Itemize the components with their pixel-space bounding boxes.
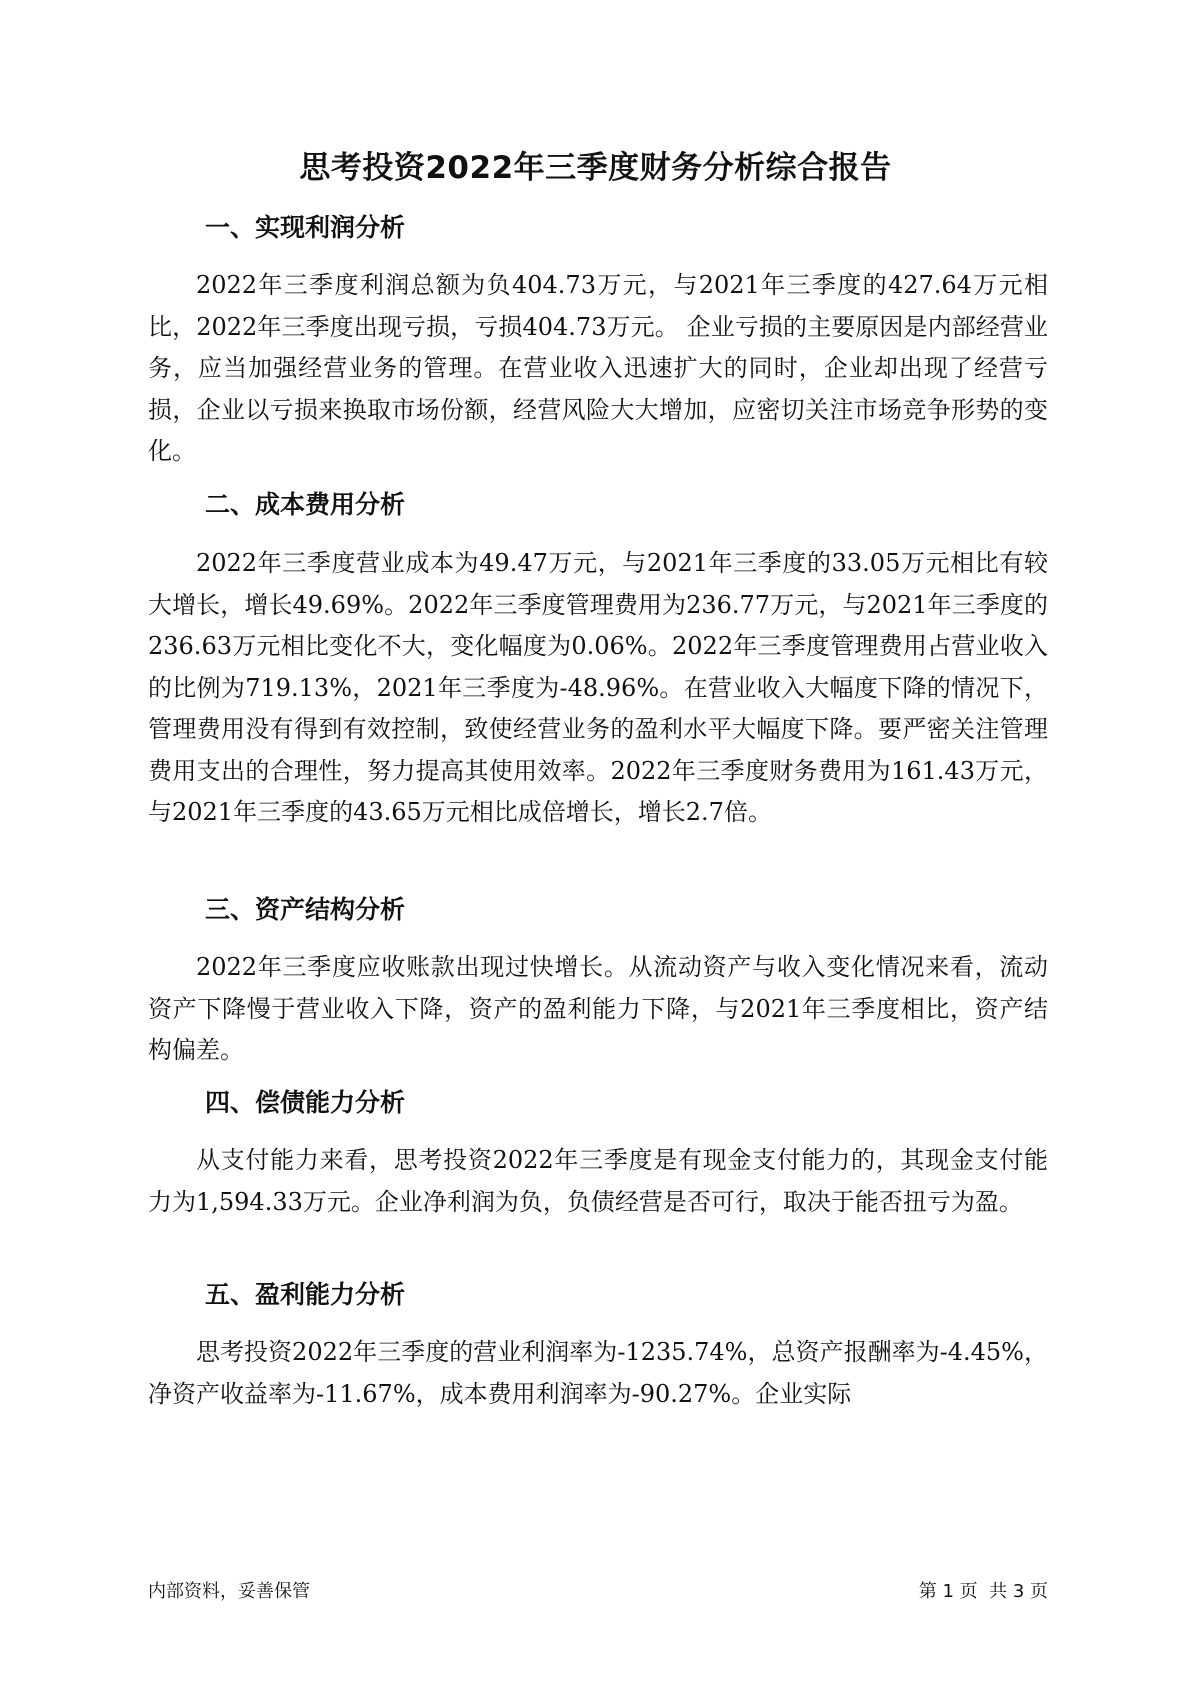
section-paragraph-profitability: 思考投资2022年三季度的营业利润率为-1235.74%，总资产报酬率为-4.45%，净资产收益率为-11.67%，成本费用利润率为-90.27%。企业实际 xyxy=(148,1338,1048,1408)
page-title: 思考投资2022年三季度财务分析综合报告 xyxy=(299,150,892,186)
section-paragraph-cost: 2022年三季度营业成本为49.47万元，与2021年三季度的33.05万元相比有较大增长，增长49.69%。2022年三季度管理费用为236.77万元，与2021年三季度的236.63万元相比变化不大，变化幅度为0.06%。2022年三季度管理费用占营业收入的比例为719.13%，2021年三季度为-48.96%。在营业收入大幅度下降的情况下，管理费用没有得到有效控制，致使经营业务的盈利水平大幅度下降。要严密关注管理费用支出的合理性，努力提高其使用效率。2022年三季度财务费用为161.43万元，与2021年三季度的43.65万元相比成倍增长，增长2.7倍。 xyxy=(148,549,1048,826)
section-paragraph-profit: 2022年三季度利润总额为负404.73万元，与2021年三季度的427.64万元相比，2022年三季度出现亏损，亏损404.73万元。 企业亏损的主要原因是内部经营业务，应当加强经营业务的管理。在营业收入迅速扩大的同时，企业却出现了经营亏损，企业以亏损来换取市场份额，经营风险大大增加，应密切关注市场竞争形势的变化。 xyxy=(148,271,1048,465)
section-paragraph-assets: 2022年三季度应收账款出现过快增长。从流动资产与收入变化情况来看，流动资产下降慢于营业收入下降，资产的盈利能力下降，与2021年三季度相比，资产结构偏差。 xyxy=(148,953,1048,1064)
section-heading-profit: 一、实现利润分析 xyxy=(205,213,406,242)
section-heading-profitability: 五、盈利能力分析 xyxy=(205,1280,406,1309)
section-heading-cost: 二、成本费用分析 xyxy=(205,490,406,519)
footer-page-number: 第 1 页 共 3 页 xyxy=(918,1581,1048,1602)
section-heading-assets: 三、资产结构分析 xyxy=(205,895,406,924)
section-paragraph-solvency: 从支付能力来看，思考投资2022年三季度是有现金支付能力的，其现金支付能力为1,594.33万元。企业净利润为负，负债经营是否可行，取决于能否扭亏为盈。 xyxy=(148,1146,1048,1216)
section-heading-solvency: 四、偿债能力分析 xyxy=(205,1088,406,1117)
footer-confidential-note: 内部资料，妥善保管 xyxy=(148,1581,310,1602)
